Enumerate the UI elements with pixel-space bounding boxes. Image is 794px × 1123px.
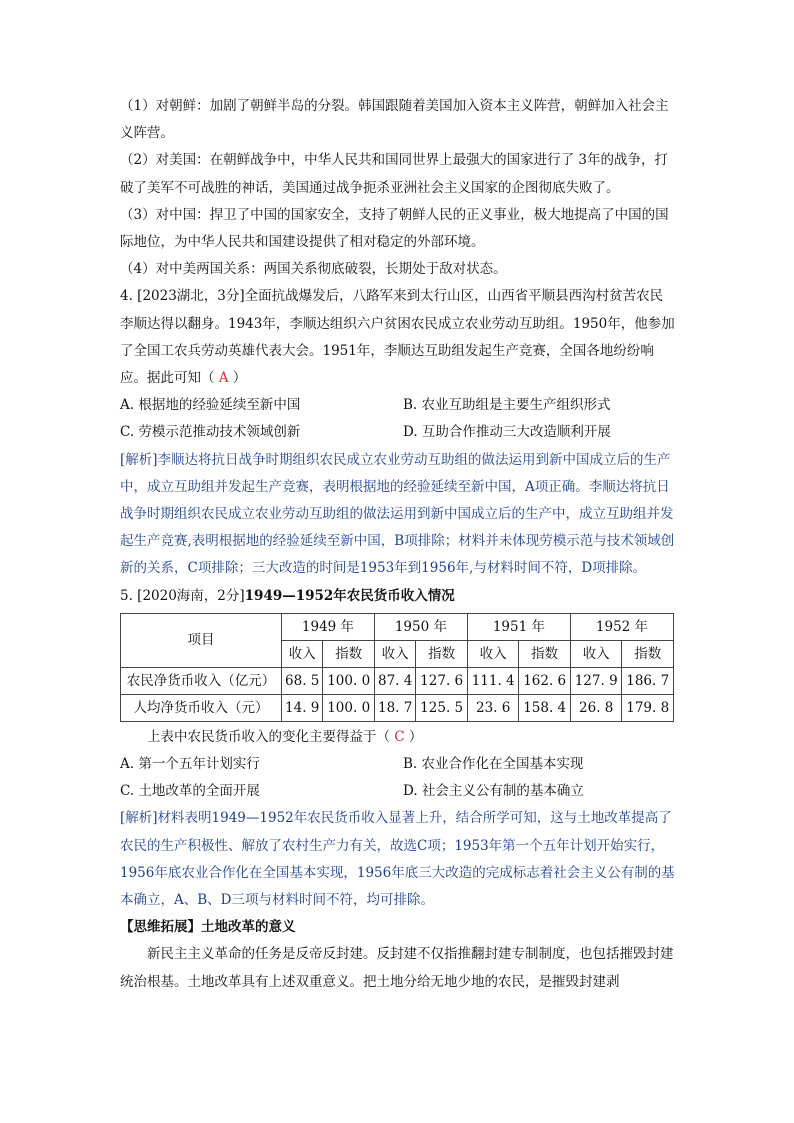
table-cell: 158. 4 bbox=[519, 694, 571, 721]
q4-stem bbox=[120, 283, 675, 392]
table-subhead: 指数 bbox=[323, 640, 375, 667]
document-content bbox=[120, 93, 675, 996]
table-row bbox=[121, 667, 674, 694]
table-cell: 127. 6 bbox=[416, 667, 468, 694]
table-subhead: 指数 bbox=[622, 640, 674, 667]
q5-analysis: [解析]材料表明1949—1952年农民货币收入显著上升，结合所学可知，这与土地改革提高了农民的生产积极性、解放了农村生产力有关，故选C项；1953年第一个五年计划开始实行，1956年底农业合作化在全国基本实现，1956年底三大改造的完成标志着社会主义公有制的基本确立，A、B、D三项与材料时间不符，均可排除。 bbox=[120, 810, 675, 909]
q4-stem-close: ） bbox=[232, 370, 247, 387]
table-cell: 87. 4 bbox=[374, 667, 415, 694]
q3-impact-relations: （4）对中美两国关系：两国关系彻底破裂，长期处于敌对状态。 bbox=[120, 261, 507, 278]
table-cell: 186. 7 bbox=[622, 667, 674, 694]
q4-option-a: A. 根据地的经验延续至新中国 bbox=[120, 397, 301, 414]
table-cell: 127. 9 bbox=[570, 667, 622, 694]
table-subhead: 收入 bbox=[282, 640, 323, 667]
q5-option-d: D. 社会主义公有制的基本确立 bbox=[403, 783, 584, 800]
q5-question-text: 上表中农民货币收入的变化主要得益于（ bbox=[147, 728, 390, 745]
table-row bbox=[121, 694, 674, 721]
q5-answer: C bbox=[390, 728, 409, 745]
q3-impact-china: （3）对中国：捍卫了中国的国家安全，支持了朝鲜人民的正义事业，极大地提高了中国的国际地位，为中华人民共和国建设提供了相对稳定的外部环境。 bbox=[120, 206, 669, 251]
table-cell: 100. 0 bbox=[323, 667, 375, 694]
q4-analysis: [解析]李顺达将抗日战争时期组织农民成立农业劳动互助组的做法运用到新中国成立后的生产中，成立互助组并发起生产竞赛，表明根据地的经验延续至新中国，A项正确。李顺达将抗日战争时期组织农民成立农业劳动互助组的做法运用到新中国成立后的生产中，成立互助组并发起生产竞赛,表明根据地的经验延续至新中国，B项排除；材料并未体现劳模示范与技术领域创新的关系，C项排除；三大改造的时间是1953年到1956年,与材料时间不符，D项排除。 bbox=[120, 451, 675, 577]
table-row-label: 农民净货币收入（亿元） bbox=[121, 667, 282, 694]
income-table bbox=[120, 613, 674, 722]
extension-body: 新民主主义革命的任务是反帝反封建。反封建不仅指推翻封建专制制度，也包括摧毁封建统治根基。土地改革具有上述双重意义。把土地分给无地少地的农民，是摧毁封建剥 bbox=[120, 946, 674, 990]
q4-option-b: B. 农业互助组是主要生产组织形式 bbox=[403, 397, 611, 414]
q5-heading bbox=[120, 583, 675, 610]
q5-question-close: ） bbox=[408, 728, 423, 745]
table-cell: 179. 8 bbox=[622, 694, 674, 721]
q4-options-row-2 bbox=[120, 419, 675, 446]
table-cell: 162. 6 bbox=[519, 667, 571, 694]
q4-stem-text: 4. [2023湖北，3分]全面抗战爆发后，八路军来到太行山区，山西省平顺县西沟村贫苦农民李顺达得以翻身。1943年，李顺达组织六户贫困农民成立农业劳动互助组。1950年，他参加了全国工农兵劳动英雄代表大会。1951年，李顺达互助组发起生产竞赛，全国各地纷纷响应。据此可知（ bbox=[120, 288, 675, 387]
q5-prefix: 5. [2020海南，2分] bbox=[120, 587, 245, 604]
q4-option-d: D. 互助合作推动三大改造顺利开展 bbox=[403, 424, 611, 441]
q3-impact-usa: （2）对美国：在朝鲜战争中，中华人民共和国同世界上最强大的国家进行了 3年的战争，打破了美军不可战胜的神话，美国通过战争扼杀亚洲社会主义国家的企图彻底失败了。 bbox=[120, 152, 668, 196]
table-subhead: 指数 bbox=[416, 640, 468, 667]
table-header-row bbox=[121, 613, 674, 640]
table-corner-cell: 项目 bbox=[121, 613, 282, 667]
table-subhead: 收入 bbox=[374, 640, 415, 667]
table-subhead: 指数 bbox=[519, 640, 571, 667]
table-subhead: 收入 bbox=[467, 640, 519, 667]
table-cell: 111. 4 bbox=[467, 667, 519, 694]
q5-question bbox=[120, 724, 675, 751]
extension-heading: 【思维拓展】土地改革的意义 bbox=[120, 919, 296, 936]
table-cell: 18. 7 bbox=[374, 694, 415, 721]
table-subhead: 收入 bbox=[570, 640, 622, 667]
table-cell: 14. 9 bbox=[282, 694, 323, 721]
table-cell: 26. 8 bbox=[570, 694, 622, 721]
table-year-1951: 1951 年 bbox=[467, 613, 570, 640]
q5-options-row-2 bbox=[120, 778, 675, 805]
q4-options-row-1 bbox=[120, 392, 675, 419]
table-row-label: 人均净货币收入（元） bbox=[121, 694, 282, 721]
q5-option-a: A. 第一个五年计划实行 bbox=[120, 756, 260, 773]
table-cell: 68. 5 bbox=[282, 667, 323, 694]
q5-option-b: B. 农业合作化在全国基本实现 bbox=[403, 756, 584, 773]
q4-option-c: C. 劳模示范推动技术领域创新 bbox=[120, 424, 301, 441]
table-year-1952: 1952 年 bbox=[570, 613, 673, 640]
q5-option-c: C. 土地改革的全面开展 bbox=[120, 783, 260, 800]
table-year-1949: 1949 年 bbox=[282, 613, 375, 640]
table-cell: 23. 6 bbox=[467, 694, 519, 721]
table-year-1950: 1950 年 bbox=[374, 613, 467, 640]
q4-answer: A bbox=[214, 370, 233, 387]
table-cell: 125. 5 bbox=[416, 694, 468, 721]
table-cell: 100. 0 bbox=[323, 694, 375, 721]
q3-impact-korea: （1）对朝鲜：加剧了朝鲜半岛的分裂。韩国跟随着美国加入资本主义阵营，朝鲜加入社会主义阵营。 bbox=[120, 98, 669, 142]
q5-table-title: 1949—1952年农民货币收入情况 bbox=[244, 587, 455, 604]
q5-options-row-1 bbox=[120, 751, 675, 778]
